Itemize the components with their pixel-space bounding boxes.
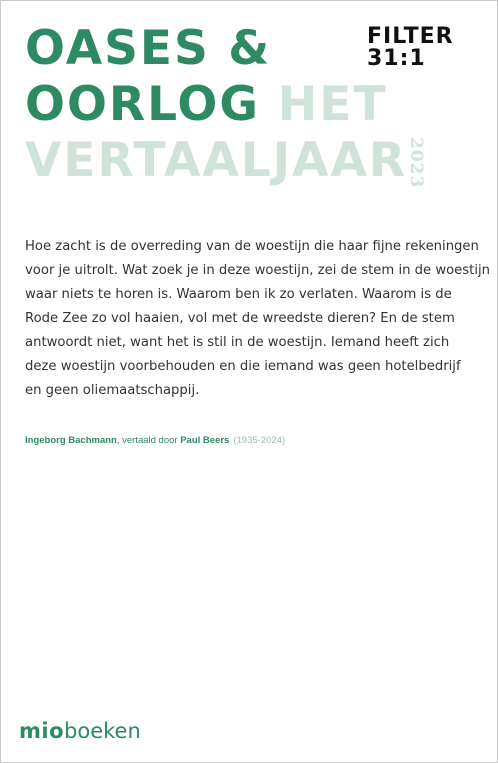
title-line-1: OASES & [25, 21, 272, 76]
year-vertical: 2023 [406, 137, 426, 189]
quote-credit [25, 435, 285, 446]
title-oorlog: OORLOG [25, 77, 260, 132]
title-line-2 [25, 77, 388, 132]
quote-line: en geen oliemaatschappij. [25, 383, 200, 398]
publisher-logo [19, 719, 141, 743]
credit-author: Ingeborg Bachmann [25, 435, 117, 446]
credit-translator: Paul Beers [180, 435, 230, 446]
quote-line: Rode Zee zo vol haaien, vol met de wreedste dieren? En de stem [25, 311, 455, 326]
title-het: HET [277, 77, 388, 132]
credit-years: (1935-2024) [233, 435, 286, 446]
series-label [367, 26, 477, 70]
quote-line: voor je uitrolt. Wat zoek je in deze woestijn, zei de stem in de woestijn [25, 263, 491, 278]
quote-line: waar niets te horen is. Waarom ben ik zo verlaten. Waarom is de [25, 287, 452, 302]
publisher-logo-boeken: boeken [64, 719, 141, 743]
quote-line: Hoe zacht is de overreding van de woestijn die haar fijne rekeningen [25, 239, 479, 254]
credit-middle: , vertaald door [116, 435, 181, 446]
quote-line: antwoordt niet, want het is stil in de woestijn. Iemand heeft zich [25, 335, 450, 350]
quote-text [25, 235, 491, 403]
title-line-3: VERTAALJAAR [25, 133, 408, 188]
publisher-logo-mio: mio [19, 719, 65, 743]
quote-line: deze woestijn voorbehouden en die iemand was geen hotelbedrijf [25, 359, 461, 374]
series-number: 31:1 [367, 46, 426, 71]
series-name: FILTER [367, 24, 454, 49]
